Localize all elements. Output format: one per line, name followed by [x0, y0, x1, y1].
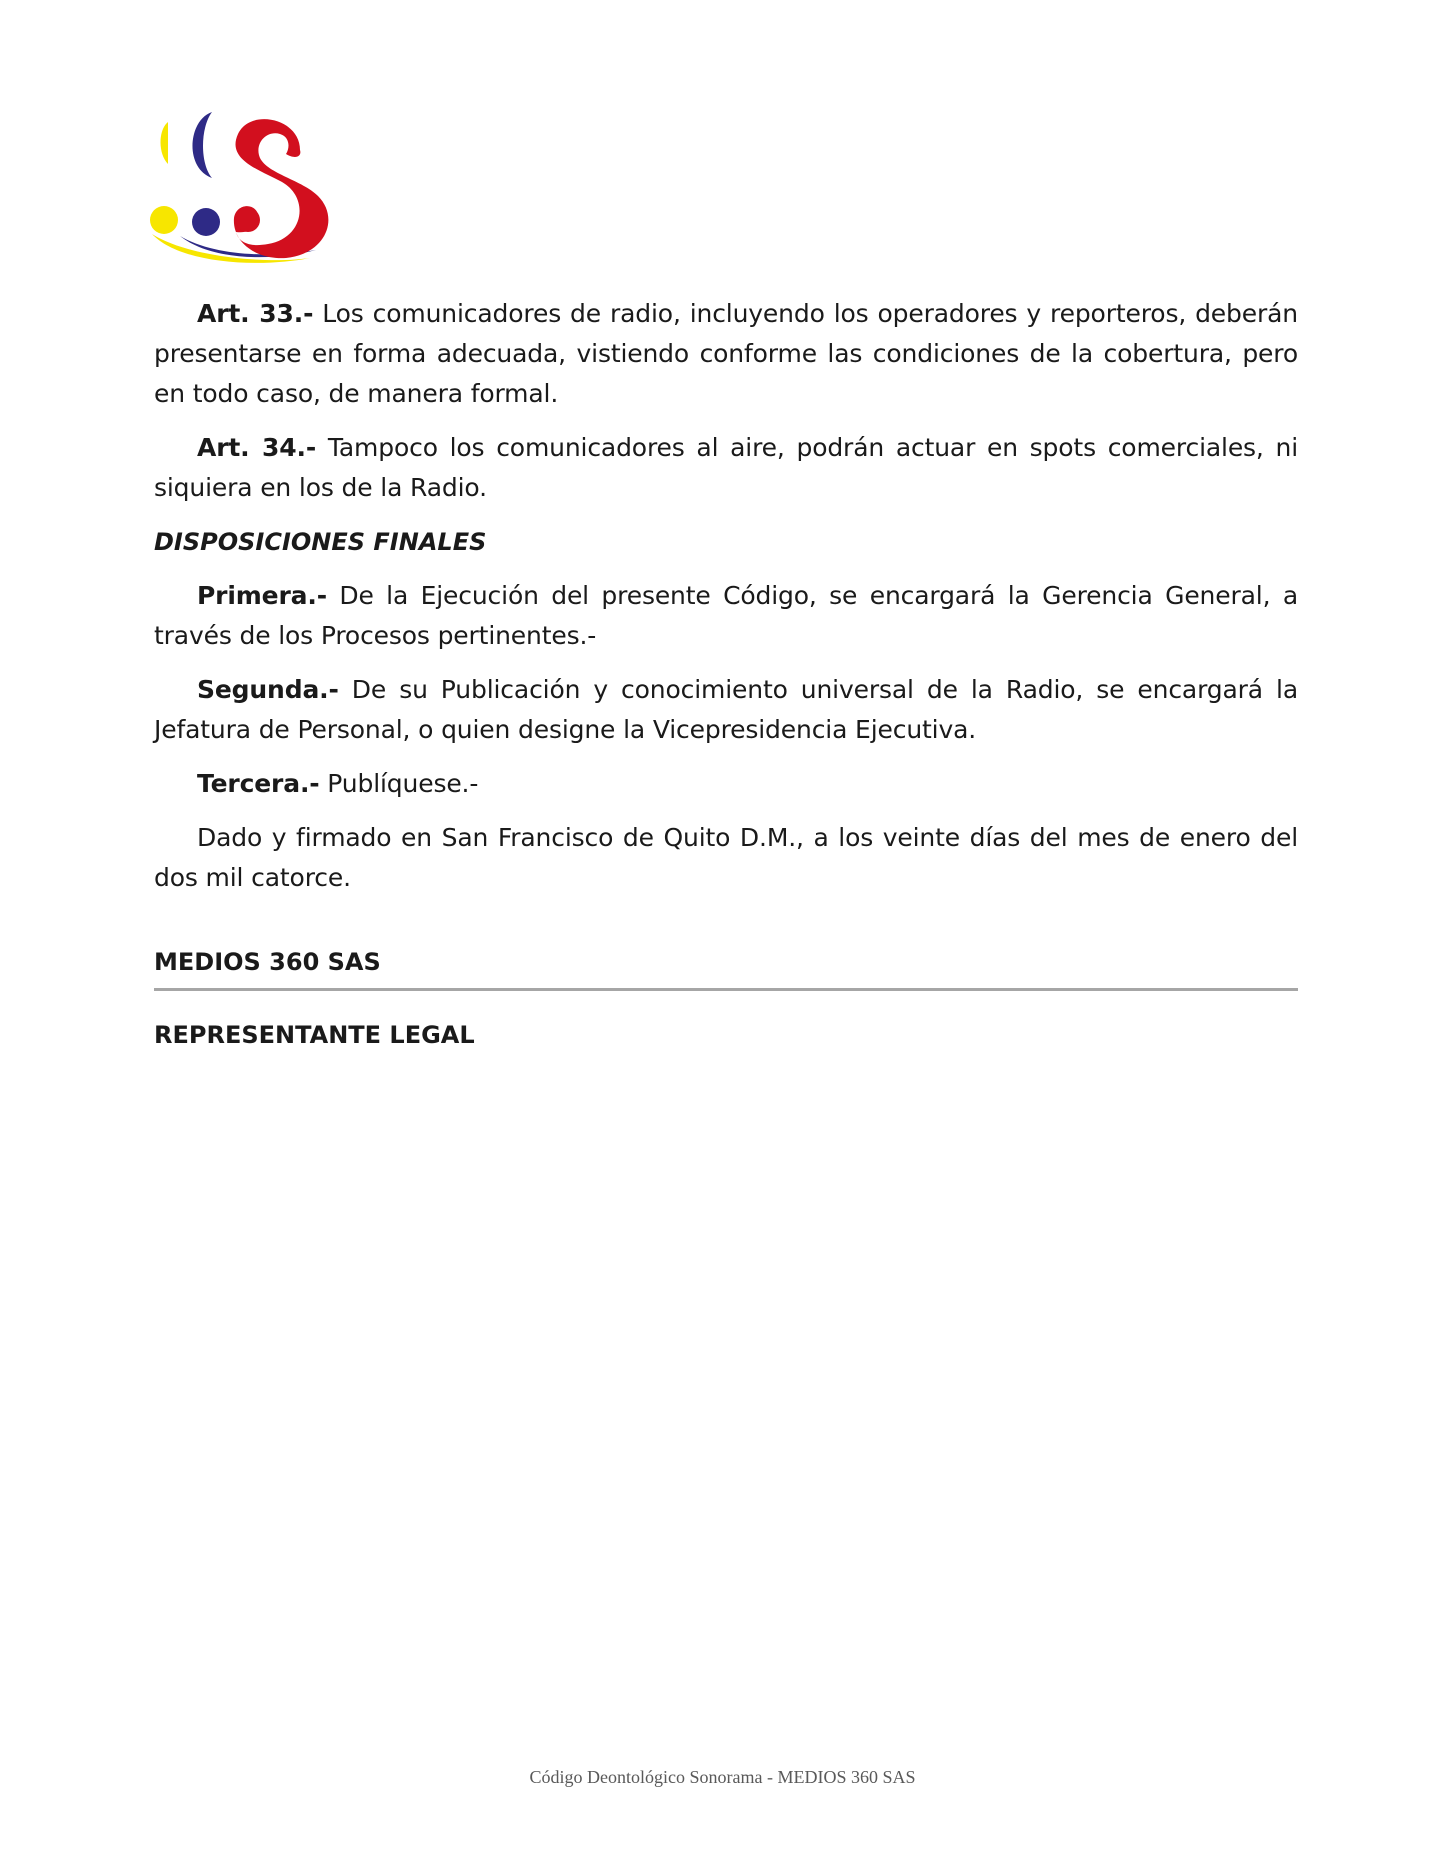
disposition-text: Publíquese.-	[319, 769, 479, 798]
disposition-label: Segunda.-	[197, 675, 339, 704]
article-text: Tampoco los comunicadores al aire, podrán actuar en spots comerciales, ni siquiera en los de la Radio.	[154, 433, 1298, 502]
signature-line	[154, 988, 1298, 991]
article-label: Art. 33.-	[197, 299, 314, 328]
article-label: Art. 34.-	[197, 433, 317, 462]
disposition-label: Tercera.-	[197, 769, 320, 798]
signature-company: MEDIOS 360 SAS	[154, 948, 381, 976]
disposition-tercera	[154, 764, 1298, 804]
article-34	[154, 428, 1298, 508]
article-text: Los comunicadores de radio, incluyendo los operadores y reporteros, deberán presentarse en forma adecuada, vistiendo conforme las condiciones de la cobertura, pero en todo caso, de manera formal.	[154, 299, 1298, 408]
section-heading: DISPOSICIONES FINALES	[154, 528, 487, 556]
article-33	[154, 294, 1298, 414]
document-body	[154, 294, 1298, 1055]
closing-statement: Dado y firmado en San Francisco de Quito D.M., a los veinte días del mes de enero del dos mil catorce.	[154, 823, 1298, 892]
sonorama-logo	[150, 108, 340, 268]
disposition-primera	[154, 576, 1298, 656]
signature-role: REPRESENTANTE LEGAL	[154, 1021, 475, 1049]
disposition-segunda	[154, 670, 1298, 750]
disposition-text: De la Ejecución del presente Código, se encargará la Gerencia General, a través de los Procesos pertinentes.-	[154, 581, 1298, 650]
disposition-label: Primera.-	[197, 581, 327, 610]
page-footer: Código Deontológico Sonorama - MEDIOS 360 SAS	[529, 1767, 916, 1787]
disposition-text: De su Publicación y conocimiento universal de la Radio, se encargará la Jefatura de Personal, o quien designe la Vicepresidencia Ejecutiva.	[154, 675, 1298, 744]
